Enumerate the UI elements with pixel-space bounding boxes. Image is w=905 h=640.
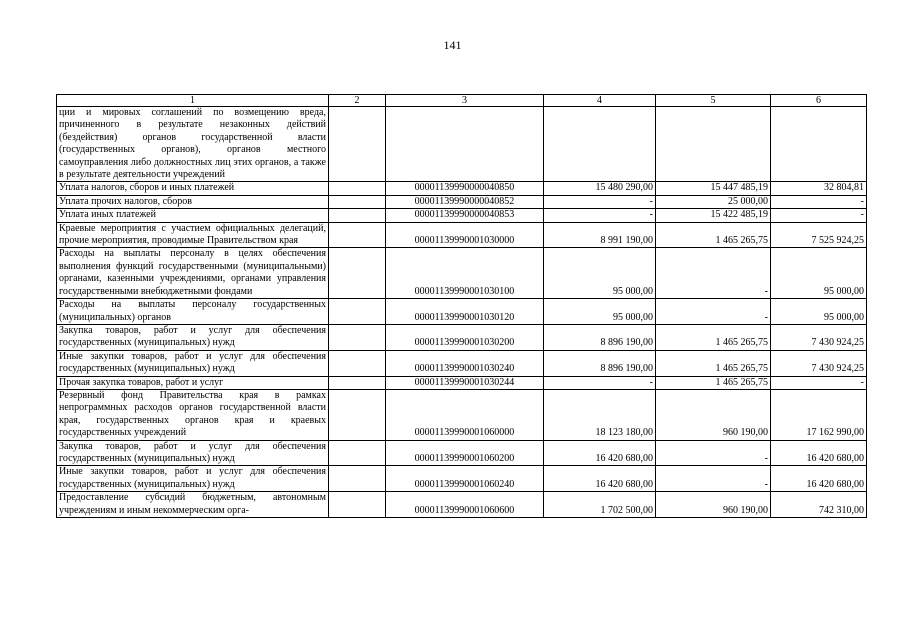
row-remainder-cell: - [771, 209, 867, 222]
row-remainder-cell: 32 804,81 [771, 182, 867, 195]
row-remainder-cell: 7 430 924,25 [771, 350, 867, 376]
row-executed-cell: 960 190,00 [656, 389, 771, 440]
row-remainder-cell: 16 420 680,00 [771, 466, 867, 492]
row-executed-cell: 1 465 265,75 [656, 222, 771, 248]
row-code-cell: 00001139990001030200 [386, 324, 544, 350]
table-row [57, 182, 867, 195]
row-code-cell: 00001139990001030100 [386, 248, 544, 299]
row-col2-cell [329, 299, 386, 325]
row-plan-cell: - [544, 209, 656, 222]
row-plan-cell: 1 702 500,00 [544, 492, 656, 518]
row-code-cell: 00001139990001060000 [386, 389, 544, 440]
row-name-cell: Иные закупки товаров, работ и услуг для обеспечения государственных (муниципальных) нужд [57, 350, 329, 376]
row-col2-cell [329, 324, 386, 350]
row-name-cell: Расходы на выплаты персоналу государственных (муниципальных) органов [57, 299, 329, 325]
row-executed-cell: 25 000,00 [656, 195, 771, 208]
row-plan-cell: - [544, 376, 656, 389]
column-header: 4 [544, 95, 656, 107]
column-header: 6 [771, 95, 867, 107]
row-code-cell: 00001139990000040850 [386, 182, 544, 195]
row-code-cell: 00001139990001060240 [386, 466, 544, 492]
row-code-cell: 00001139990001030120 [386, 299, 544, 325]
row-name-cell: Закупка товаров, работ и услуг для обеспечения государственных (муниципальных) нужд [57, 324, 329, 350]
table-row [57, 222, 867, 248]
row-col2-cell [329, 182, 386, 195]
row-remainder-cell: 7 430 924,25 [771, 324, 867, 350]
row-plan-cell [544, 107, 656, 182]
row-executed-cell: - [656, 466, 771, 492]
row-name-cell: Прочая закупка товаров, работ и услуг [57, 376, 329, 389]
row-name-cell: Резервный фонд Правительства края в рамках непрограммных расходов органов государственной власти края, государственных органов края и краевых государственных учреждений [57, 389, 329, 440]
row-col2-cell [329, 440, 386, 466]
row-remainder-cell: - [771, 376, 867, 389]
row-executed-cell: - [656, 299, 771, 325]
table-row [57, 209, 867, 222]
row-plan-cell: 8 991 190,00 [544, 222, 656, 248]
row-col2-cell [329, 466, 386, 492]
page-number: 141 [443, 38, 462, 52]
row-code-cell: 00001139990000040853 [386, 209, 544, 222]
row-executed-cell: 1 465 265,75 [656, 376, 771, 389]
table-row [57, 376, 867, 389]
row-remainder-cell: 95 000,00 [771, 248, 867, 299]
row-col2-cell [329, 350, 386, 376]
table-row [57, 324, 867, 350]
row-plan-cell: 95 000,00 [544, 299, 656, 325]
column-header: 5 [656, 95, 771, 107]
budget-table [56, 94, 867, 518]
table-row [57, 350, 867, 376]
row-col2-cell [329, 389, 386, 440]
row-name-cell: Закупка товаров, работ и услуг для обеспечения государственных (муниципальных) нужд [57, 440, 329, 466]
row-code-cell: 00001139990001030240 [386, 350, 544, 376]
row-col2-cell [329, 209, 386, 222]
row-executed-cell: 1 465 265,75 [656, 324, 771, 350]
table-body [57, 107, 867, 518]
row-name-cell: Уплата иных платежей [57, 209, 329, 222]
table-row [57, 107, 867, 182]
row-executed-cell: 15 447 485,19 [656, 182, 771, 195]
row-col2-cell [329, 376, 386, 389]
row-plan-cell: 16 420 680,00 [544, 466, 656, 492]
row-plan-cell: 18 123 180,00 [544, 389, 656, 440]
row-col2-cell [329, 195, 386, 208]
row-col2-cell [329, 107, 386, 182]
row-remainder-cell [771, 107, 867, 182]
row-name-cell: ции и мировых соглашений по возмещению вреда, причиненного в результате незаконных действий (бездействия) органов государственной власти (государственных органов), органов местного самоуправления либо должностных лиц этих органов, а также в результате деятельности учреждений [57, 107, 329, 182]
column-header: 3 [386, 95, 544, 107]
row-plan-cell: 95 000,00 [544, 248, 656, 299]
table-row [57, 440, 867, 466]
row-plan-cell: - [544, 195, 656, 208]
row-code-cell: 00001139990001030244 [386, 376, 544, 389]
row-executed-cell: 960 190,00 [656, 492, 771, 518]
row-remainder-cell: 7 525 924,25 [771, 222, 867, 248]
table-row [57, 389, 867, 440]
row-name-cell: Краевые мероприятия с участием официальных делегаций, прочие мероприятия, проводимые Правительством края [57, 222, 329, 248]
row-code-cell: 00001139990001060600 [386, 492, 544, 518]
row-col2-cell [329, 492, 386, 518]
table-row [57, 248, 867, 299]
row-executed-cell: 15 422 485,19 [656, 209, 771, 222]
row-name-cell: Уплата прочих налогов, сборов [57, 195, 329, 208]
row-remainder-cell: 742 310,00 [771, 492, 867, 518]
column-header: 1 [57, 95, 329, 107]
row-executed-cell: - [656, 248, 771, 299]
row-plan-cell: 8 896 190,00 [544, 324, 656, 350]
row-col2-cell [329, 248, 386, 299]
row-plan-cell: 16 420 680,00 [544, 440, 656, 466]
row-code-cell: 00001139990001060200 [386, 440, 544, 466]
table-row [57, 492, 867, 518]
table-row [57, 299, 867, 325]
row-remainder-cell: 17 162 990,00 [771, 389, 867, 440]
table-row [57, 195, 867, 208]
row-executed-cell: 1 465 265,75 [656, 350, 771, 376]
table-row [57, 466, 867, 492]
row-executed-cell: - [656, 440, 771, 466]
row-name-cell: Расходы на выплаты персоналу в целях обеспечения выполнения функций государственными (муниципальными) органами, казенными учреждениями, органами управления государственными внебюджетными фондами [57, 248, 329, 299]
row-executed-cell [656, 107, 771, 182]
row-col2-cell [329, 222, 386, 248]
row-name-cell: Иные закупки товаров, работ и услуг для обеспечения государственных (муниципальных) нужд [57, 466, 329, 492]
row-remainder-cell: - [771, 195, 867, 208]
row-remainder-cell: 16 420 680,00 [771, 440, 867, 466]
row-code-cell: 00001139990000040852 [386, 195, 544, 208]
row-name-cell: Уплата налогов, сборов и иных платежей [57, 182, 329, 195]
row-code-cell: 00001139990001030000 [386, 222, 544, 248]
row-plan-cell: 8 896 190,00 [544, 350, 656, 376]
row-remainder-cell: 95 000,00 [771, 299, 867, 325]
table-header-row [57, 95, 867, 107]
row-plan-cell: 15 480 290,00 [544, 182, 656, 195]
row-code-cell [386, 107, 544, 182]
column-header: 2 [329, 95, 386, 107]
row-name-cell: Предоставление субсидий бюджетным, автономным учреждениям и иным некоммерческим орга- [57, 492, 329, 518]
